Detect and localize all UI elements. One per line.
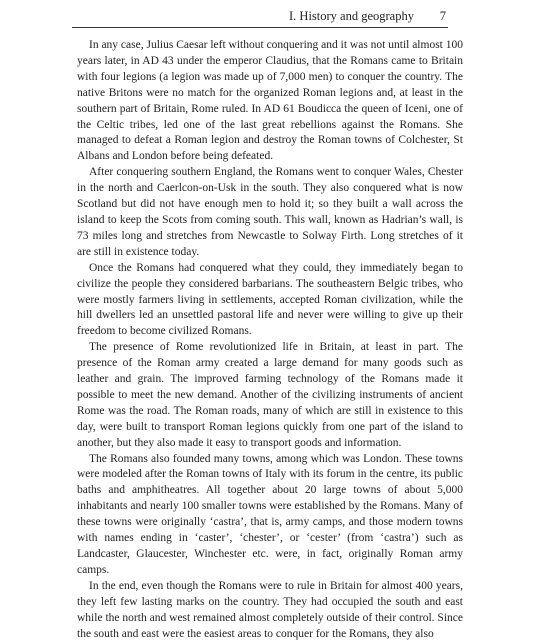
chapter-title: I. History and geography — [289, 9, 414, 23]
paragraph: In any case, Julius Caesar left without conquering and it was not until almost 100 years later, in AD 43 under the emperor Claudius, that the Romans came to Britain with four legions (a legion was made up of 7,000 men) to conquer the country. The native Britons were no match for the organized Roman legions and, at least in the southern part of Britain, Rome ruled. In AD 61 Boudicca the queen of Iceni, one of the Celtic tribes, led one of the last great rebellions against the Romans. She managed to defeat a Roman legion and destroy the Roman towns of Colchester, St Albans and London before being defeated. — [77, 39, 463, 163]
paragraph: In the end, even though the Romans were to rule in Britain for almost 400 years, they left few lasting marks on the country. They had occupied the south and east while the north and west remained almost completely outside of their control. Since the south and east were the easiest areas to conquer for the Romans, they also — [77, 579, 463, 640]
body-text — [77, 38, 463, 642]
page-number: 7 — [439, 9, 446, 23]
running-header — [72, 7, 448, 28]
paragraph: Once the Romans had conquered what they could, they immediately began to civilize the people they considered barbarians. The southeastern Belgic tribes, who were mostly farmers living in settlements, accepted Roman civilization, while the hill dwellers led an unsettled pastoral life and never were willing to give up their freedom to become civilized Romans. — [77, 261, 463, 338]
paragraph: After conquering southern England, the Romans went to conquer Wales, Chester in the north and Caerlcon-on-Usk in the south. They also conquered what is now Scotland but did not have enough men to hold it; so they built a wall across the island to keep the Scots from coming south. This wall, known as Hadrian’s wall, is 73 miles long and stretches from Newcastle to Solway Firth. Long stretches of it are still in existence today. — [77, 166, 463, 258]
paragraph: The presence of Rome revolutionized life in Britain, at least in part. The presence of the Roman army created a large demand for many goods such as leather and grain. The improved farming technology of the Romans made it possible to meet the new demand. Another of the civilizing instruments of ancient Rome was the road. The Roman roads, many of which are still in existence to this day, were built to transport Roman legions quickly from one part of the island to another, but they also made it easy to transport goods and information. — [77, 341, 463, 449]
paragraph: The Romans also founded many towns, among which was London. These towns were modeled after the Roman towns of Italy with its forum in the centre, its public baths and amphitheatres. All together about 20 large towns of about 5,000 inhabitants and nearly 100 smaller towns were established by the Romans. Many of these towns were originally ‘castra’, that is, army camps, and those modern towns with names ending in ‘caster’, ‘chester’, or ‘cester’ (from ‘castra’) such as Landcaster, Glaucester, Winchester etc. were, in fact, originally Roman army camps. — [77, 452, 463, 576]
